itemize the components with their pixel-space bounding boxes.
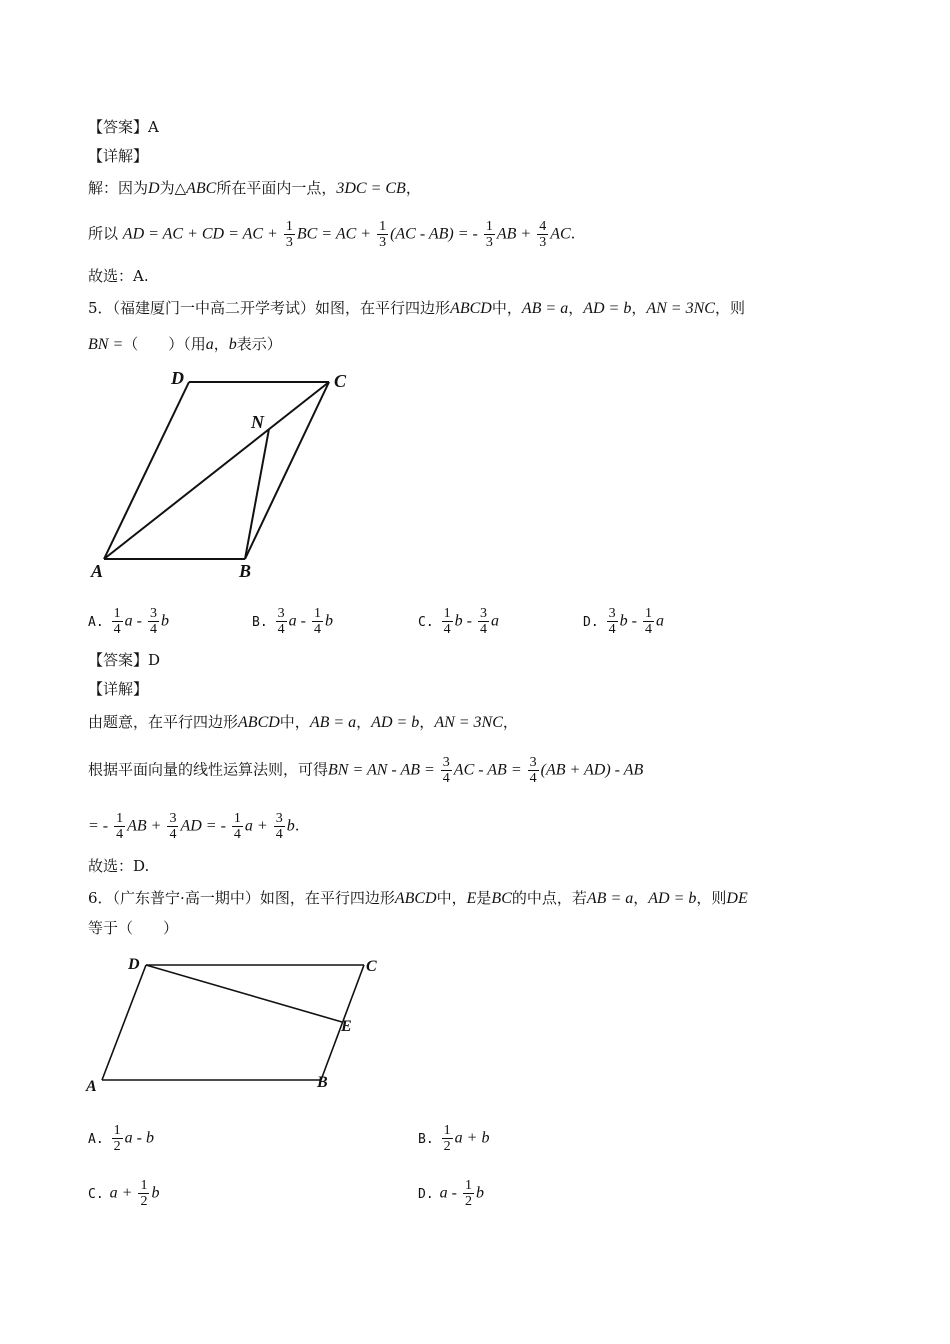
q6-label-B: B (317, 1074, 328, 1091)
q5-option-a[interactable]: A. $\frac{1}{4}$ a - $\frac{3}{4}$ b (88, 606, 169, 637)
q6-edge-AD (102, 965, 146, 1080)
q6-option-b[interactable]: B. $\frac{1}{2}$ a + b (418, 1123, 490, 1154)
q5-label-B: B (239, 561, 252, 581)
q6-option-c[interactable]: C. a + $\frac{1}{2}$ b (88, 1178, 160, 1209)
q6-segment-DE (146, 965, 342, 1022)
q5-option-b[interactable]: B. $\frac{3}{4}$ a - $\frac{1}{4}$ b (252, 606, 333, 637)
q6-parallelogram-figure (80, 950, 390, 1095)
q5-segment-BN (245, 429, 269, 559)
q6-label-C: C (366, 958, 377, 975)
q5-choice: 故选：D. (88, 857, 150, 875)
q5-detail-label: 【详解】 (88, 680, 149, 698)
q6-label-A: A (86, 1078, 97, 1095)
q6-option-d[interactable]: D. a - $\frac{1}{2}$ b (418, 1178, 484, 1209)
q4-detail-label: 【详解】 (88, 147, 149, 165)
q5-edge-AD (104, 382, 189, 559)
q4-solution-line: 解：因为D为△ABC所在平面内一点，3DC = CB， (88, 179, 421, 197)
q4-choice: 故选：A. (88, 267, 149, 285)
q6-option-a[interactable]: A. $\frac{1}{2}$ a - b (88, 1123, 154, 1154)
q5-edge-CB (245, 382, 329, 559)
q5-detail-line1: 由题意，在平行四边形ABCD中，AB = a，AD = b，AN = 3NC， (88, 713, 518, 731)
q5-detail-line3: = - $\frac{1}{4}$ AB + $\frac{3}{4}$ AD = - $\frac{1}{4}$ a + $\frac{3}{4}$ b. (88, 811, 300, 842)
q5-option-d[interactable]: D. $\frac{3}{4}$ b - $\frac{1}{4}$ a (583, 606, 664, 637)
q5-label-N: N (251, 412, 264, 432)
q6-label-E: E (341, 1018, 352, 1035)
q5-label-A: A (91, 561, 104, 581)
q5-stem-line1: 5．（福建厦门一中高二开学考试）如图，在平行四边形ABCD中，AB = a，AD = b，AN = 3NC，则 (88, 299, 745, 317)
q6-label-D: D (128, 956, 140, 973)
q4-answer: 【答案】A (88, 118, 159, 136)
q6-stem-line2: 等于（ ） (88, 919, 179, 937)
q5-stem-line2: BN =（ ）（用a，b表示） (88, 335, 282, 353)
q5-label-C: C (334, 371, 347, 391)
q5-detail-line2: 根据平面向量的线性运算法则，可得BN = AN - AB = $\frac{3}{4}$ AC - AB = $\frac{3}{4}$ (AB + AD) - AB (88, 755, 644, 786)
q6-stem-line1: 6．（广东普宁·高一期中）如图，在平行四边形ABCD中，E是BC的中点，若AB = a，AD = b，则DE (88, 889, 748, 907)
q5-label-D: D (171, 368, 184, 388)
q5-option-c[interactable]: C. $\frac{1}{4}$ b - $\frac{3}{4}$ a (418, 606, 499, 637)
q5-diagonal-AC (104, 382, 329, 559)
q5-parallelogram-figure (85, 365, 375, 585)
q4-derivation-line: 所以 AD = AC + CD = AC + $\frac{1}{3}$ BC = AC + $\frac{1}{3}$ (AC - AB) = - $\frac{1}{3}$ AB + $\frac{4}{3}$ AC. (88, 219, 576, 250)
q5-answer: 【答案】D (88, 651, 161, 669)
